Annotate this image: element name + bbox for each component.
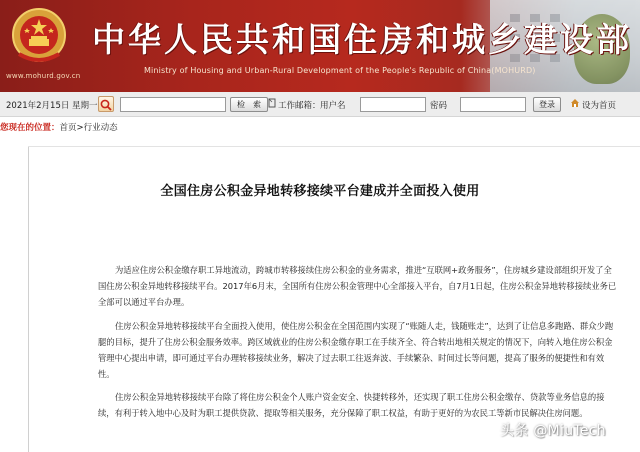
search-button[interactable]: 检 索 bbox=[230, 97, 268, 112]
search-input[interactable] bbox=[120, 97, 226, 112]
workspace-label: 工作邮箱： bbox=[278, 101, 321, 111]
home-icon bbox=[570, 98, 580, 108]
national-emblem-icon bbox=[11, 6, 67, 68]
article-paragraph: 为适应住房公积金缴存职工异地流动，跨城市转移接续住房公积金的业务需求，推进“互联网+政务服务”，住房城乡建设部组织开发了全国住房公积金异地转移接续平台。2017年6月末，全国所有住房公积金管理中心全部接入平台，自7月1日起，住房公积金异地转移接续业务已全部可以通过平台办理。 bbox=[98, 265, 617, 307]
watermark: 头条 @MiuTech bbox=[500, 423, 606, 439]
username-label: 用户名 bbox=[320, 101, 346, 111]
header-banner bbox=[0, 0, 640, 92]
password-label: 密码 bbox=[430, 101, 448, 111]
set-homepage-link[interactable]: 设为首页 bbox=[582, 101, 617, 111]
breadcrumb bbox=[0, 121, 118, 135]
breadcrumb-path[interactable]: 首页>行业动态 bbox=[59, 123, 118, 133]
article-title: 全国住房公积金异地转移接续平台建成并全面投入使用 bbox=[160, 184, 480, 199]
breadcrumb-label: 您现在的位置： bbox=[0, 123, 60, 133]
password-input[interactable] bbox=[460, 97, 526, 112]
site-title: 中华人民共和国住房和城乡建设部 bbox=[92, 20, 632, 59]
current-date: 2021年2月15日 星期一 bbox=[6, 101, 98, 111]
search-icon-button[interactable] bbox=[98, 96, 114, 112]
site-title-english: Ministry of Housing and Urban-Rural Development of the People's Republic of China(MOHURD) bbox=[144, 66, 536, 75]
username-input[interactable] bbox=[360, 97, 426, 112]
login-button[interactable]: 登录 bbox=[533, 97, 561, 112]
content-frame-border-top bbox=[28, 146, 640, 147]
site-url: www.mohurd.gov.cn bbox=[6, 72, 81, 80]
mail-icon bbox=[268, 98, 276, 108]
search-icon bbox=[99, 98, 113, 112]
top-toolbar bbox=[0, 92, 640, 117]
article-paragraph: 住房公积金异地转移接续平台除了将住房公积金个人账户资金安全、快捷转移外，还实现了职工住房公积金缴存、贷款等业务信息的接续，有利于转入地中心及时为职工提供贷款、提取等相关服务，充分保障了职工权益，有助于更好的为农民工等新市民解决住房问题。 bbox=[98, 392, 605, 418]
article-paragraph: 住房公积金异地转移接续平台全面投入使用，使住房公积金在全国范围内实现了“账随人走，钱随账走”，达到了让信息多跑路、群众少跑腿的目标，提升了住房公积金服务效率。跨区域就业的住房公积金缴存职工在手续齐全、符合转出地相关规定的情况下，向转入地住房公积金管理中心提出申请，即可通过平台办理转移接续业务，解决了过去职工往返奔波、手续繁杂、时间过长等问题，提高了服务的便捷性和有效性。 bbox=[98, 321, 614, 379]
